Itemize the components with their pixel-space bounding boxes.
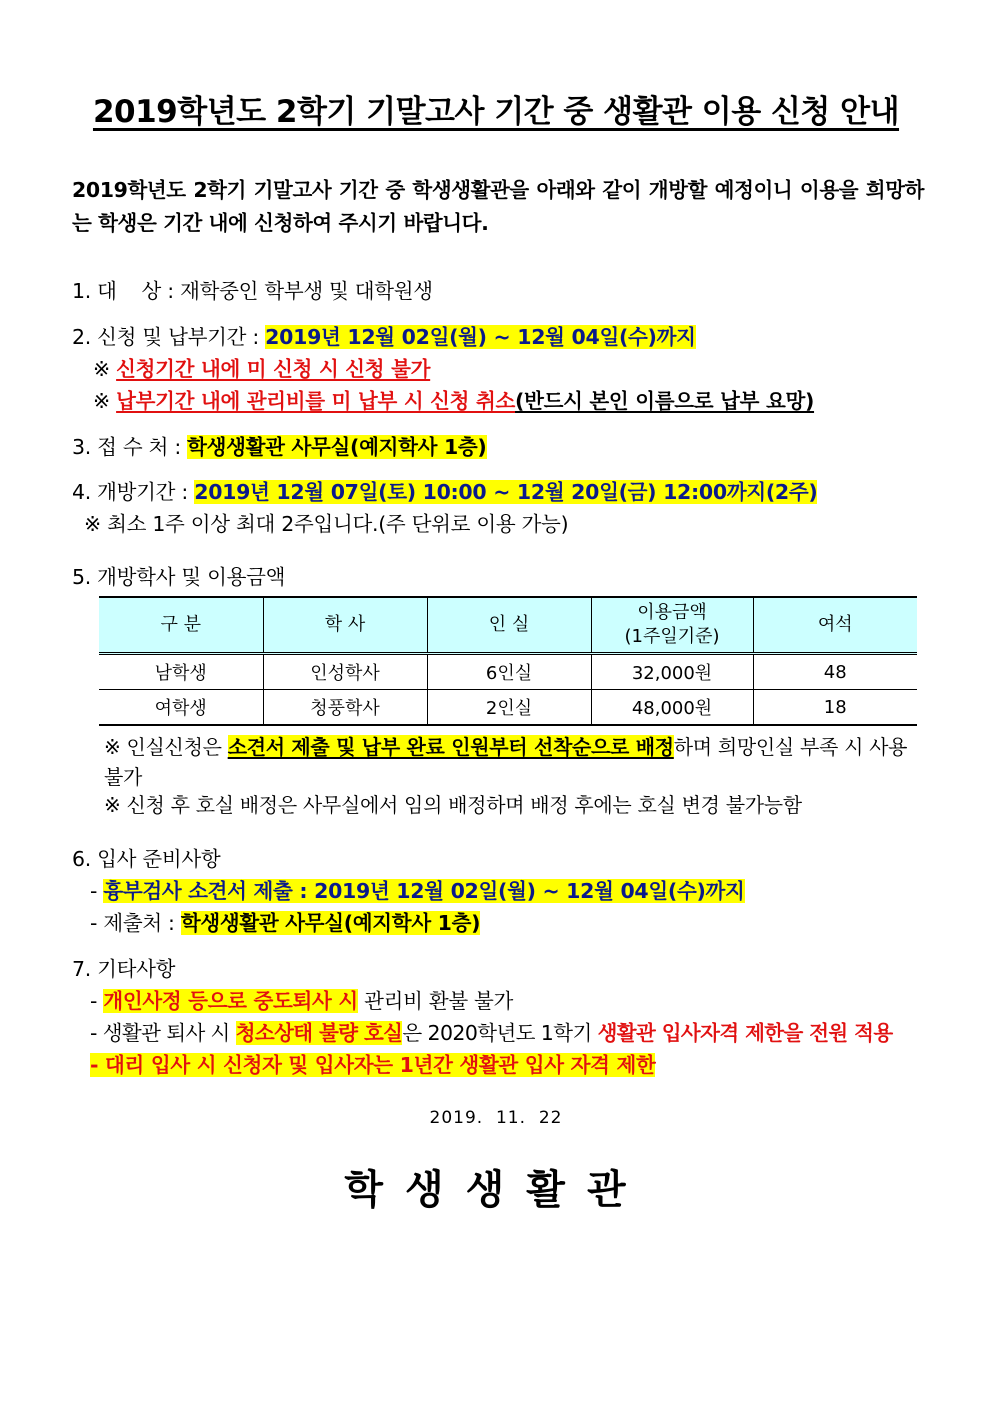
column-header: 인 실 — [427, 597, 591, 654]
page-title: 2019학년도 2학기 기말고사 기간 중 생활관 이용 신청 안내 — [92, 94, 900, 130]
table-cell: 32,000원 — [591, 654, 753, 690]
open-period-note: ※ 최소 1주 이상 최대 2주입니다.(주 단위로 이용 가능) — [84, 512, 569, 536]
section-reception — [72, 430, 487, 460]
table-row — [99, 690, 917, 726]
note-text: 하며 희망인실 부족 시 사용불가 — [104, 735, 908, 789]
section-preparation: 6. 입사 준비사항 — [72, 847, 221, 871]
note-highlight: 소견서 제출 및 납부 완료 인원부터 선착순으로 배정 — [227, 735, 674, 759]
column-header — [591, 597, 753, 654]
table-row — [99, 654, 917, 690]
misc-red-text: 생활관 입사자격 제한을 전원 적용 — [597, 1021, 893, 1045]
section-label: 1. 대 상 : — [72, 279, 181, 303]
dash: - — [90, 989, 104, 1013]
misc-highlight: 대리 입사 시 신청자 및 입사자는 1년간 생활관 입사 자격 제한 — [105, 1053, 656, 1077]
item-value: 학생생활관 사무실(예지학사 1층) — [180, 911, 481, 935]
table-cell: 인성학사 — [263, 654, 427, 690]
section-label: 2. 신청 및 납부기간 : — [72, 325, 266, 349]
table-cell: 남학생 — [99, 654, 263, 690]
note-text: 신청기간 내에 미 신청 시 신청 불가 — [116, 357, 431, 381]
note-mark: ※ — [93, 389, 117, 413]
application-period-value: 2019년 12월 02일(월) ~ 12월 04일(수)까지 — [265, 325, 696, 349]
section-label: 3. 접 수 처 : — [72, 435, 188, 459]
table-cell: 18 — [753, 690, 917, 726]
note-tail: (반드시 본인 이름으로 납부 요망) — [515, 389, 815, 413]
application-note-2 — [93, 384, 814, 414]
note-text: 납부기간 내에 관리비를 미 납부 시 신청 취소 — [116, 389, 516, 413]
intro-paragraph: 2019학년도 2학기 기말고사 기간 중 학생생활관을 아래와 같이 개방할 예정이니 이용을 희망하는 학생은 기간 내에 신청하여 주시기 바랍니다. — [72, 178, 924, 235]
section-fees-label: 5. 개방학사 및 이용금액 — [72, 565, 286, 589]
section-value: 재학중인 학부생 및 대학원생 — [180, 279, 433, 303]
section-open-period — [72, 475, 817, 505]
misc-text: - 생활관 퇴사 시 — [90, 1021, 236, 1045]
preparation-item-1 — [90, 874, 745, 904]
fee-table — [99, 596, 917, 726]
preparation-item-text: 흉부검사 소견서 제출 : 2019년 12월 02일(월) ~ 12월 04일(수)까지 — [103, 879, 745, 903]
column-header-line: 이용금액 — [637, 602, 707, 623]
column-header: 구 분 — [99, 597, 263, 654]
table-cell: 6인실 — [427, 654, 591, 690]
misc-item-3 — [90, 1048, 655, 1078]
dash: - — [90, 1053, 106, 1077]
item-label: - 제출처 : — [90, 911, 181, 935]
table-cell: 청풍학사 — [263, 690, 427, 726]
issue-date: 2019. 11. 22 — [429, 1108, 563, 1128]
open-period-value: 2019년 12월 07일(토) 10:00 ~ 12월 20일(금) 12:00까지(2주) — [194, 480, 818, 504]
issuer-signature: 학생생활관 — [344, 1167, 648, 1213]
misc-text: 은 2020학년도 1학기 — [402, 1021, 598, 1045]
table-cell: 48 — [753, 654, 917, 690]
misc-item-1 — [90, 984, 513, 1014]
table-cell: 2인실 — [427, 690, 591, 726]
reception-value: 학생생활관 사무실(예지학사 1층) — [187, 435, 487, 459]
fee-note-1 — [104, 732, 924, 792]
note-mark: ※ — [93, 357, 117, 381]
table-cell: 48,000원 — [591, 690, 753, 726]
section-application-period — [72, 320, 696, 350]
column-header: 학 사 — [263, 597, 427, 654]
section-label: 4. 개방기간 : — [72, 480, 195, 504]
table-cell: 여학생 — [99, 690, 263, 726]
section-target — [72, 274, 433, 304]
misc-highlight: 개인사정 등으로 중도퇴사 시 — [103, 989, 358, 1013]
section-misc: 7. 기타사항 — [72, 957, 176, 981]
misc-item-2 — [90, 1016, 893, 1046]
column-header-subline: (1주일기준) — [624, 626, 720, 647]
misc-highlight: 청소상태 불량 호실 — [235, 1021, 403, 1045]
fee-note-2: ※ 신청 후 호실 배정은 사무실에서 임의 배정하며 배정 후에는 호실 변경 불가능함 — [104, 793, 802, 817]
table-header-row — [99, 597, 917, 654]
note-text: ※ 인실신청은 — [104, 735, 228, 759]
misc-text: 관리비 환불 불가 — [357, 989, 514, 1013]
dash: - — [90, 879, 104, 903]
column-header: 여석 — [753, 597, 917, 654]
application-note-1 — [93, 352, 430, 382]
preparation-item-2 — [90, 906, 480, 936]
